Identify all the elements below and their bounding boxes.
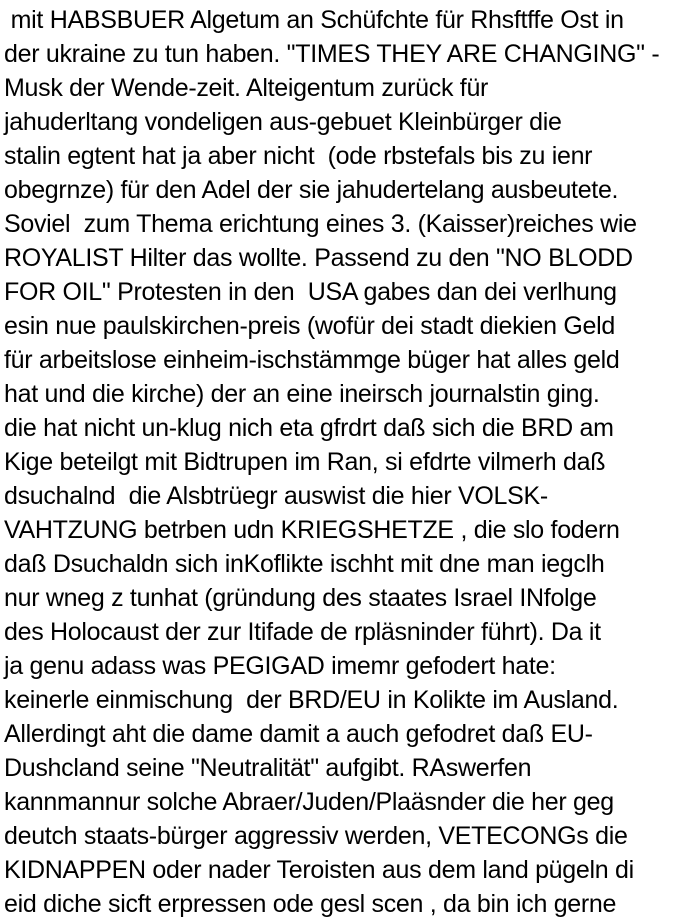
text-line: dsuchalnd die Alsbtrüegr auswist die hier VOLSK- — [4, 482, 548, 510]
text-line: ja genu adass was PEGIGAD imemr gefodert hate: — [4, 652, 556, 680]
text-line: Allerdingt aht die dame damit a auch gefodret daß EU- — [4, 720, 593, 748]
text-line: jahuderltang vondeligen aus-gebuet Kleinbürger die — [4, 108, 562, 136]
text-line: für arbeitslose einheim-ischstämmge büger hat alles geld — [4, 346, 620, 374]
document-text — [4, 3, 684, 920]
text-line: die hat nicht un-klug nich eta gfrdrt daß sich die BRD am — [4, 414, 614, 442]
text-line: des Holocaust der zur Itifade de rpläsninder führt). Da it — [4, 618, 601, 646]
text-line: ROYALIST Hilter das wollte. Passend zu den "NO BLODD — [4, 244, 633, 272]
text-line: esin nue paulskirchen-preis (wofür dei stadt diekien Geld — [4, 312, 616, 340]
text-line: Soviel zum Thema erichtung eines 3. (Kaisser)reiches wie — [4, 210, 637, 238]
text-line: hat und die kirche) der an eine ineirsch journalstin ging. — [4, 380, 600, 408]
text-line: Kige beteilgt mit Bidtrupen im Ran, si efdrte vilmerh daß — [4, 448, 606, 476]
text-line: der ukraine zu tun haben. "TIMES THEY ARE CHANGING" - — [4, 40, 660, 68]
text-line: KIDNAPPEN oder nader Teroisten aus dem land pügeln di — [4, 856, 634, 884]
text-line: FOR OIL" Protesten in den USA gabes dan dei verlhung — [4, 278, 617, 306]
text-line: Musk der Wende-zeit. Alteigentum zurück für — [4, 74, 489, 102]
text-line: eid diche sicft erpressen ode gesl scen , da bin ich gerne — [4, 890, 617, 918]
text-line: stalin egtent hat ja aber nicht (ode rbstefals bis zu ienr — [4, 142, 593, 170]
text-line: deutch staats-bürger aggressiv werden, VETECONGs die — [4, 822, 628, 850]
text-line: daß Dsuchaldn sich inKoflikte ischht mit dne man iegclh — [4, 550, 605, 578]
text-line: mit HABSBUER Algetum an Schüfchte für Rhsftffe Ost in — [4, 6, 624, 34]
text-line: VAHTZUNG betrben udn KRIEGSHETZE , die slo fodern — [4, 516, 620, 544]
text-line: Dushcland seine "Neutralität" aufgibt. RAswerfen — [4, 754, 532, 782]
text-line: nur wneg z tunhat (gründung des staates Israel INfolge — [4, 584, 597, 612]
text-line: kannmannur solche Abraer/Juden/Plaäsnder die her geg — [4, 788, 614, 816]
text-line: keinerle einmischung der BRD/EU in Kolikte im Ausland. — [4, 686, 619, 714]
text-line: obegrnze) für den Adel der sie jahudertelang ausbeutete. — [4, 176, 619, 204]
